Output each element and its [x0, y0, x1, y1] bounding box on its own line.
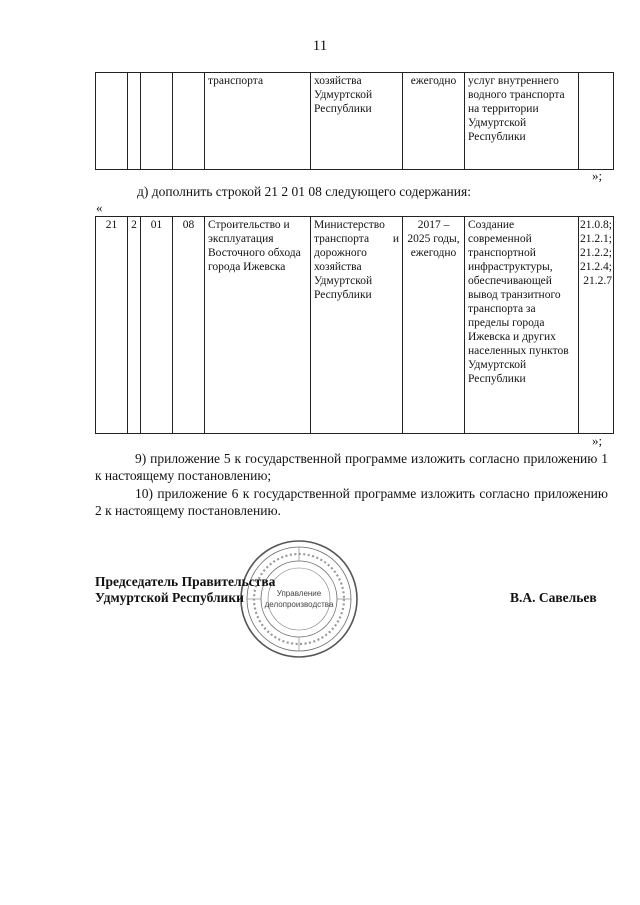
cell-code-1: 21 — [96, 217, 128, 434]
closing-quote: »; — [592, 433, 603, 448]
signatory-title-2: Удмуртской Республики — [95, 590, 244, 605]
cell-code-1 — [96, 73, 128, 170]
intro-line: д) дополнить строкой 21 2 01 08 следующего содержания: — [137, 184, 471, 199]
cell-code-2: 2 — [128, 217, 141, 434]
cell-period: ежегодно — [403, 73, 465, 170]
cell-executor: хозяйства Удмуртской Республики — [311, 73, 403, 170]
table-row — [96, 217, 614, 434]
cell-name: транспорта — [205, 73, 311, 170]
cell-code-2 — [128, 73, 141, 170]
cell-code-4 — [173, 73, 205, 170]
official-seal-icon — [238, 538, 360, 660]
cell-code-4: 08 — [173, 217, 205, 434]
seal-line-2: делопроизводства — [264, 600, 334, 609]
signatory-name: В.А. Савельев — [510, 590, 597, 605]
opening-quote: « — [96, 200, 103, 215]
item-9: 9) приложение 5 к государственной программе изложить согласно приложению 1 к настоящему постановлению; — [95, 451, 608, 483]
cell-period: 2017 – 2025 годы, ежегодно — [403, 217, 465, 434]
cell-indicators — [579, 73, 614, 170]
table-row — [96, 73, 614, 170]
table-new-row — [95, 216, 614, 434]
cell-result: Создание современной транспортной инфраструктуры, обеспечивающей вывод транзитного транспорта за пределы города Ижевска и других населенных пунктов Удмуртской Республики — [465, 217, 579, 434]
cell-indicators: 21.0.8; 21.2.1; 21.2.2; 21.2.4; 21.2.7 — [579, 217, 614, 434]
item-10: 10) приложение 6 к государственной программе изложить согласно приложению 2 к настоящему постановлению. — [95, 486, 608, 518]
cell-result: услуг внутреннего водного транспорта на территории Удмуртской Республики — [465, 73, 579, 170]
cell-code-3 — [141, 73, 173, 170]
cell-code-3: 01 — [141, 217, 173, 434]
cell-name: Строительство и эксплуатация Восточного обхода города Ижевска — [205, 217, 311, 434]
cell-executor: Министерство транспорта и дорожного хозяйства Удмуртской Республики — [311, 217, 403, 434]
signatory-title-1: Председатель Правительства — [95, 574, 276, 589]
page-number: 11 — [312, 38, 328, 54]
closing-quote: »; — [592, 168, 603, 183]
seal-line-1: Управление — [276, 589, 322, 598]
table-continuation — [95, 72, 614, 170]
